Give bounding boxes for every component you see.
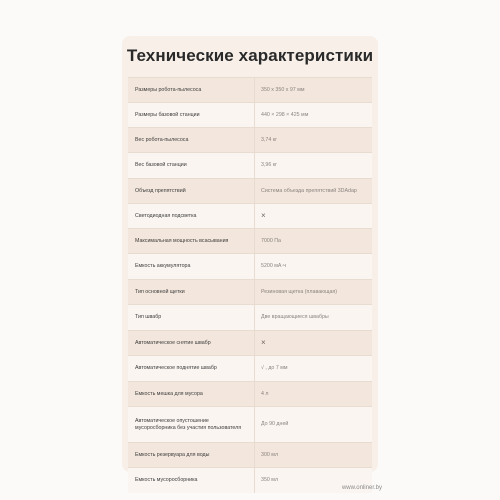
spec-row xyxy=(128,203,372,228)
column-divider xyxy=(254,254,255,279)
spec-name: Автоматическое снятие швабр xyxy=(135,339,211,346)
spec-name: Автоматическое опустошение мусоросборника без участия пользователя xyxy=(135,418,242,431)
spec-name: Размеры робота-пылесоса xyxy=(135,86,202,93)
column-divider xyxy=(254,280,255,304)
spec-value: 5200 мА·ч xyxy=(261,263,286,270)
column-divider xyxy=(254,103,255,127)
spec-row xyxy=(128,102,372,127)
spec-row xyxy=(128,330,372,355)
spec-row xyxy=(128,304,372,330)
spec-name: Тип швабр xyxy=(135,314,162,321)
column-divider xyxy=(254,407,255,442)
spec-value: √ , до 7 мм xyxy=(261,365,288,372)
spec-value: 350 x 350 x 97 мм xyxy=(261,86,305,93)
column-divider xyxy=(254,128,255,152)
column-divider xyxy=(254,331,255,355)
spec-name: Максимальная мощность всасывания xyxy=(135,237,229,244)
spec-row xyxy=(128,355,372,381)
spec-name: Светодиодная подсветка xyxy=(135,212,197,219)
column-divider xyxy=(254,356,255,381)
spec-name: Емкость аккумулятора xyxy=(135,263,191,270)
spec-name: Емкость мусоросборника xyxy=(135,477,198,484)
spec-value: Система объезда препятствий 3DAdap xyxy=(261,187,357,194)
spec-name: Емкость резервуара для воды xyxy=(135,451,210,458)
spec-value: 440 × 298 × 425 мм xyxy=(261,111,309,118)
spec-name: Емкость мешка для мусора xyxy=(135,390,203,397)
column-divider xyxy=(254,229,255,253)
spec-row xyxy=(128,253,372,279)
spec-name: Объезд препятствий xyxy=(135,187,186,194)
spec-row xyxy=(128,77,372,102)
column-divider xyxy=(254,204,255,228)
column-divider xyxy=(254,78,255,102)
specs-table xyxy=(128,77,372,493)
spec-row xyxy=(128,442,372,467)
spec-value: 4 л xyxy=(261,390,269,397)
spec-row xyxy=(128,178,372,203)
spec-row xyxy=(128,467,372,493)
column-divider xyxy=(254,468,255,493)
column-divider xyxy=(254,179,255,203)
watermark: www.onliner.by xyxy=(341,485,382,491)
spec-value: 7000 Па xyxy=(261,237,282,244)
spec-value: 350 мл xyxy=(261,477,279,484)
spec-name: Тип основной щетки xyxy=(135,288,185,295)
spec-row xyxy=(128,152,372,178)
spec-name: Вес базовой станции xyxy=(135,162,187,169)
spec-value: До 90 дней xyxy=(261,421,289,428)
specs-card xyxy=(122,36,378,484)
spec-row xyxy=(128,381,372,406)
column-divider xyxy=(254,305,255,330)
page-title: Технические характеристики xyxy=(126,46,374,65)
spec-row xyxy=(128,228,372,253)
spec-row xyxy=(128,279,372,304)
column-divider xyxy=(254,382,255,406)
spec-value: × xyxy=(261,338,266,347)
spec-name: Автоматическое поднятие швабр xyxy=(135,365,217,372)
spec-name: Размеры базовой станции xyxy=(135,111,200,118)
spec-value: Две вращающиеся швабры xyxy=(261,314,329,321)
spec-value: 3,74 кг xyxy=(261,136,278,143)
spec-value: 3,96 кг xyxy=(261,162,278,169)
spec-row xyxy=(128,127,372,152)
spec-row xyxy=(128,406,372,442)
column-divider xyxy=(254,443,255,467)
column-divider xyxy=(254,153,255,178)
spec-value: Резиновая щетка (плавающая) xyxy=(261,288,338,295)
spec-value: 300 мл xyxy=(261,451,279,458)
spec-value: × xyxy=(261,211,266,220)
spec-name: Вес робота-пылесоса xyxy=(135,136,189,143)
